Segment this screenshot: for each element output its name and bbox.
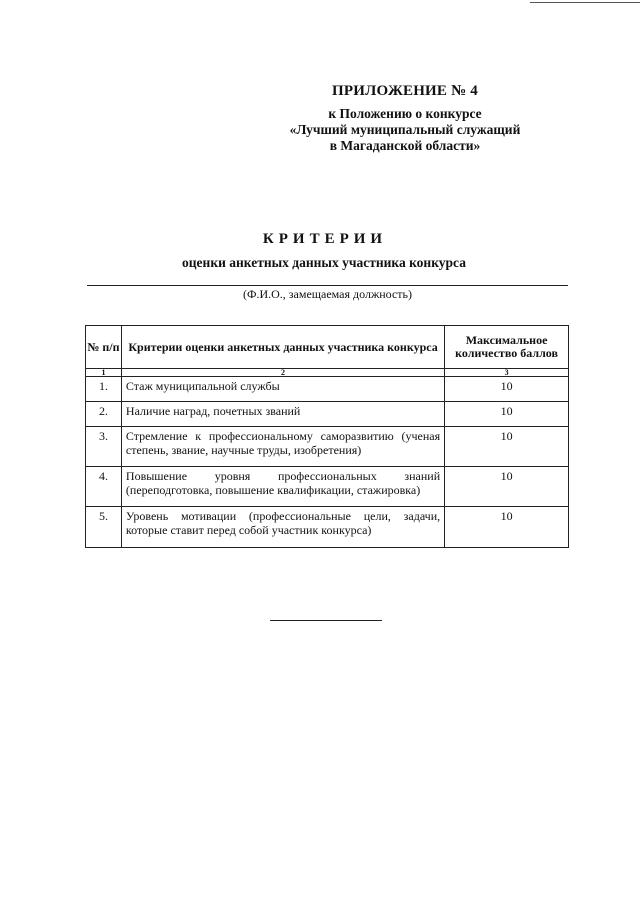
table-header-row — [86, 326, 569, 369]
fio-caption: (Ф.И.О., замещаемая должность) — [242, 287, 413, 301]
row-criteria: Повышение уровня профессиональных знаний (переподготовка, повышение квалификации, стажировка) — [121, 467, 444, 507]
header-num: № п/п — [86, 326, 122, 369]
header-criteria: Критерии оценки анкетных данных участника конкурса — [121, 326, 444, 369]
row-number: 1. — [86, 377, 122, 402]
row-number: 3. — [86, 427, 122, 467]
table-row — [86, 467, 569, 507]
appendix-block — [240, 83, 570, 154]
column-index: 2 — [121, 369, 444, 377]
top-edge-rule — [530, 2, 640, 3]
column-index-row — [86, 369, 569, 377]
row-criteria: Стремление к профессиональному саморазвитию (ученая степень, звание, научные труды, изобретения) — [121, 427, 444, 467]
table-row — [86, 427, 569, 467]
row-max-points: 10 — [445, 467, 569, 507]
appendix-title: ПРИЛОЖЕНИЕ № 4 — [331, 83, 479, 99]
row-criteria: Стаж муниципальной службы — [121, 377, 444, 402]
column-index: 3 — [445, 369, 569, 377]
document-title: КРИТЕРИИ — [262, 231, 388, 247]
fio-signature-line — [87, 285, 568, 286]
document-subtitle: оценки анкетных данных участника конкурса — [182, 255, 466, 270]
row-criteria: Уровень мотивации (профессиональные цели, задачи, которые ставит перед собой участник конкурса) — [121, 507, 444, 548]
criteria-table — [85, 325, 569, 548]
header-max-points: Максимальное количество баллов — [445, 326, 569, 369]
appendix-line-2: «Лучший муниципальный служащий — [289, 122, 521, 137]
row-number: 2. — [86, 402, 122, 427]
end-of-document-rule — [270, 620, 382, 621]
table-row — [86, 402, 569, 427]
row-number: 5. — [86, 507, 122, 548]
appendix-line-3: в Магаданской области» — [329, 138, 481, 153]
table-row — [86, 377, 569, 402]
row-number: 4. — [86, 467, 122, 507]
row-max-points: 10 — [445, 427, 569, 467]
appendix-line-1: к Положению о конкурсе — [328, 106, 482, 121]
column-index: 1 — [86, 369, 122, 377]
row-max-points: 10 — [445, 402, 569, 427]
row-max-points: 10 — [445, 377, 569, 402]
table-row — [86, 507, 569, 548]
row-criteria: Наличие наград, почетных званий — [121, 402, 444, 427]
row-max-points: 10 — [445, 507, 569, 548]
